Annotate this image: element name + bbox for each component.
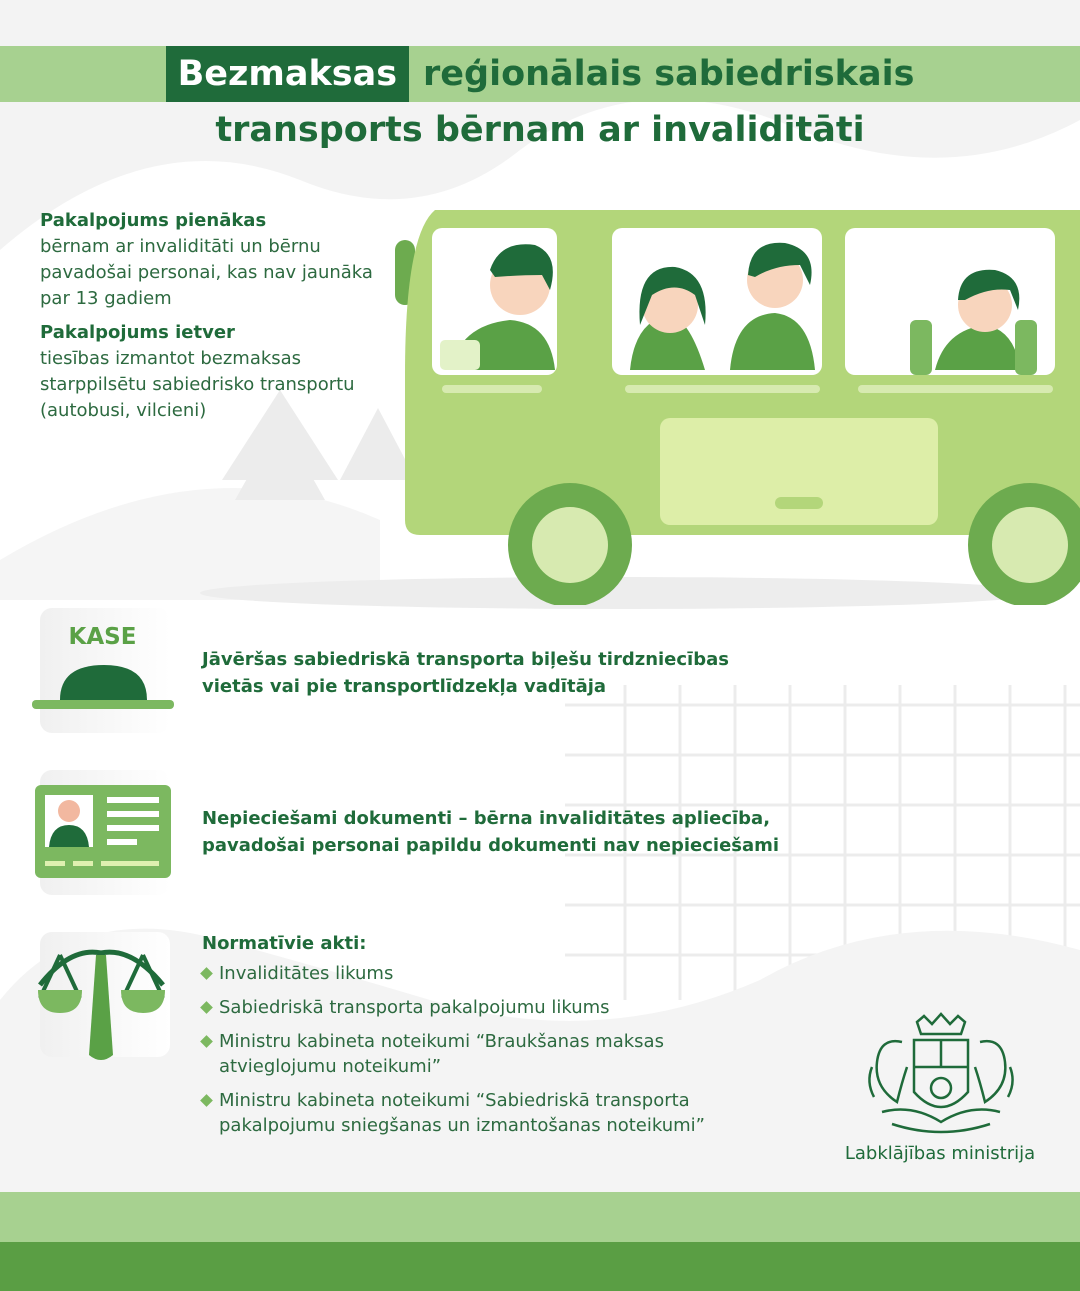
documents-instruction: Nepieciešami dokumenti – bērna invaliditātes apliecība, pavadošai personai papildu dokumenti nav nepieciešami xyxy=(202,808,780,856)
intro-text-includes: tiesības izmantot bezmaksas starppilsētu sabiedrisko transportu (autobusi, vilcieni) xyxy=(40,348,355,421)
footer-band-dark xyxy=(0,1242,1080,1291)
ministry-name: Labklājības ministrija xyxy=(844,1143,1036,1164)
intro-text xyxy=(40,208,380,424)
coat-of-arms-icon xyxy=(862,1012,1020,1140)
intro-heading-includes: Pakalpojums ietver xyxy=(40,322,235,343)
list-item: Invaliditātes likums xyxy=(202,961,802,986)
list-item: Sabiedriskā transporta pakalpojumu likums xyxy=(202,995,802,1020)
legal-acts xyxy=(202,930,802,1147)
intro-heading-eligibility: Pakalpojums pienākas xyxy=(40,210,267,231)
list-item: Ministru kabineta noteikumi “Braukšanas maksas atvieglojumu noteikumi” xyxy=(202,1029,724,1079)
id-card-icon xyxy=(35,785,173,880)
bus-illustration xyxy=(390,205,1080,605)
title-line-1-rest: reģionālais sabiedriskais xyxy=(423,54,915,94)
footer-band-light xyxy=(0,1192,1080,1242)
title-line-1 xyxy=(0,46,1080,102)
ticket-instruction: Jāvēršas sabiedriskā transporta biļešu tirdzniecības vietās vai pie transportlīdzekļa vadītāja xyxy=(202,649,729,697)
cashier-icon xyxy=(32,655,177,715)
list-item: Ministru kabineta noteikumi “Sabiedriskā transporta pakalpojumu sniegšanas un izmantošanas noteikumi” xyxy=(202,1088,759,1138)
intro-text-eligibility: bērnam ar invaliditāti un bērnu pavadošai personai, kas nav jaunāka par 13 gadiem xyxy=(40,236,373,309)
kase-label: KASE xyxy=(68,624,137,650)
title-line-2: transports bērnam ar invaliditāti xyxy=(215,110,865,150)
legal-acts-title: Normatīvie akti: xyxy=(202,933,367,954)
legal-acts-list xyxy=(202,961,802,1138)
title-highlight: Bezmaksas xyxy=(166,46,409,102)
scales-icon xyxy=(35,935,175,1065)
